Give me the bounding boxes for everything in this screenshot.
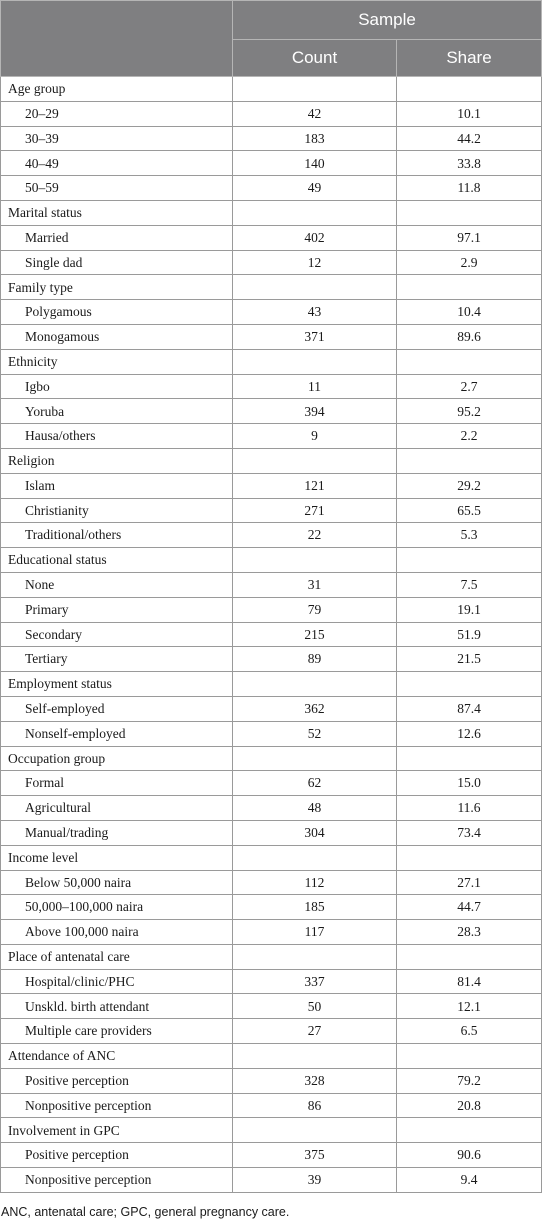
share-cell: 19.1 bbox=[397, 597, 542, 622]
table-row bbox=[1, 225, 542, 250]
group-header-row bbox=[1, 275, 542, 300]
table-row bbox=[1, 870, 542, 895]
table-row bbox=[1, 597, 542, 622]
share-cell: 65.5 bbox=[397, 498, 542, 523]
table-row bbox=[1, 721, 542, 746]
count-cell: 371 bbox=[233, 324, 397, 349]
count-cell: 185 bbox=[233, 895, 397, 920]
row-label: Self-employed bbox=[1, 696, 233, 721]
header-count: Count bbox=[233, 40, 397, 77]
row-label: Hausa/others bbox=[1, 424, 233, 449]
group-label: Place of antenatal care bbox=[1, 944, 233, 969]
row-label: 20–29 bbox=[1, 101, 233, 126]
count-cell: 117 bbox=[233, 920, 397, 945]
row-label: Single dad bbox=[1, 250, 233, 275]
empty-cell bbox=[397, 845, 542, 870]
row-label: Below 50,000 naira bbox=[1, 870, 233, 895]
count-cell: 215 bbox=[233, 622, 397, 647]
table-row bbox=[1, 1068, 542, 1093]
table-row bbox=[1, 126, 542, 151]
group-label: Age group bbox=[1, 77, 233, 102]
group-label: Income level bbox=[1, 845, 233, 870]
empty-cell bbox=[233, 77, 397, 102]
share-cell: 29.2 bbox=[397, 473, 542, 498]
row-label: Igbo bbox=[1, 374, 233, 399]
table-row bbox=[1, 622, 542, 647]
empty-cell bbox=[397, 672, 542, 697]
empty-cell bbox=[397, 1118, 542, 1143]
group-label: Involvement in GPC bbox=[1, 1118, 233, 1143]
group-header-row bbox=[1, 200, 542, 225]
table-row bbox=[1, 151, 542, 176]
empty-cell bbox=[233, 1118, 397, 1143]
group-header-row bbox=[1, 672, 542, 697]
row-label: Positive perception bbox=[1, 1068, 233, 1093]
group-header-row bbox=[1, 1044, 542, 1069]
table-body bbox=[1, 77, 542, 1193]
group-header-row bbox=[1, 77, 542, 102]
share-cell: 89.6 bbox=[397, 324, 542, 349]
count-cell: 328 bbox=[233, 1068, 397, 1093]
group-label: Employment status bbox=[1, 672, 233, 697]
table-row bbox=[1, 1019, 542, 1044]
row-label: Nonself-employed bbox=[1, 721, 233, 746]
count-cell: 304 bbox=[233, 820, 397, 845]
table-row bbox=[1, 895, 542, 920]
group-header-row bbox=[1, 548, 542, 573]
table-row bbox=[1, 424, 542, 449]
empty-cell bbox=[233, 1044, 397, 1069]
group-label: Educational status bbox=[1, 548, 233, 573]
share-cell: 5.3 bbox=[397, 523, 542, 548]
group-label: Family type bbox=[1, 275, 233, 300]
empty-cell bbox=[233, 548, 397, 573]
empty-cell bbox=[397, 448, 542, 473]
table-row bbox=[1, 250, 542, 275]
share-cell: 10.1 bbox=[397, 101, 542, 126]
count-cell: 31 bbox=[233, 572, 397, 597]
share-cell: 21.5 bbox=[397, 647, 542, 672]
row-label: 40–49 bbox=[1, 151, 233, 176]
row-label: Primary bbox=[1, 597, 233, 622]
empty-cell bbox=[397, 548, 542, 573]
count-cell: 112 bbox=[233, 870, 397, 895]
count-cell: 48 bbox=[233, 796, 397, 821]
row-label: Nonpositive perception bbox=[1, 1093, 233, 1118]
share-cell: 2.7 bbox=[397, 374, 542, 399]
row-label: Secondary bbox=[1, 622, 233, 647]
row-label: Islam bbox=[1, 473, 233, 498]
table-row bbox=[1, 1093, 542, 1118]
row-label: 30–39 bbox=[1, 126, 233, 151]
group-header-row bbox=[1, 746, 542, 771]
count-cell: 89 bbox=[233, 647, 397, 672]
count-cell: 43 bbox=[233, 300, 397, 325]
share-cell: 9.4 bbox=[397, 1168, 542, 1193]
share-cell: 15.0 bbox=[397, 771, 542, 796]
share-cell: 90.6 bbox=[397, 1143, 542, 1168]
count-cell: 42 bbox=[233, 101, 397, 126]
empty-cell bbox=[397, 1044, 542, 1069]
header-blank-cell bbox=[1, 1, 233, 77]
empty-cell bbox=[233, 746, 397, 771]
row-label: Unskld. birth attendant bbox=[1, 994, 233, 1019]
table-row bbox=[1, 696, 542, 721]
share-cell: 12.1 bbox=[397, 994, 542, 1019]
count-cell: 22 bbox=[233, 523, 397, 548]
share-cell: 28.3 bbox=[397, 920, 542, 945]
table-row bbox=[1, 324, 542, 349]
group-header-row bbox=[1, 845, 542, 870]
share-cell: 51.9 bbox=[397, 622, 542, 647]
count-cell: 140 bbox=[233, 151, 397, 176]
empty-cell bbox=[397, 746, 542, 771]
row-label: Christianity bbox=[1, 498, 233, 523]
group-label: Attendance of ANC bbox=[1, 1044, 233, 1069]
empty-cell bbox=[233, 349, 397, 374]
count-cell: 121 bbox=[233, 473, 397, 498]
share-cell: 44.7 bbox=[397, 895, 542, 920]
count-cell: 86 bbox=[233, 1093, 397, 1118]
empty-cell bbox=[397, 77, 542, 102]
share-cell: 6.5 bbox=[397, 1019, 542, 1044]
empty-cell bbox=[233, 944, 397, 969]
count-cell: 50 bbox=[233, 994, 397, 1019]
group-label: Marital status bbox=[1, 200, 233, 225]
count-cell: 12 bbox=[233, 250, 397, 275]
footnote: ANC, antenatal care; GPC, general pregnancy care. bbox=[1, 1205, 290, 1219]
count-cell: 9 bbox=[233, 424, 397, 449]
table-row bbox=[1, 647, 542, 672]
table-row bbox=[1, 523, 542, 548]
empty-cell bbox=[233, 672, 397, 697]
row-label: None bbox=[1, 572, 233, 597]
row-label: Multiple care providers bbox=[1, 1019, 233, 1044]
count-cell: 362 bbox=[233, 696, 397, 721]
empty-cell bbox=[397, 275, 542, 300]
count-cell: 11 bbox=[233, 374, 397, 399]
table-row bbox=[1, 796, 542, 821]
table-row bbox=[1, 572, 542, 597]
group-header-row bbox=[1, 448, 542, 473]
share-cell: 97.1 bbox=[397, 225, 542, 250]
table-row bbox=[1, 994, 542, 1019]
group-label: Occupation group bbox=[1, 746, 233, 771]
table-row bbox=[1, 374, 542, 399]
group-header-row bbox=[1, 944, 542, 969]
empty-cell bbox=[397, 349, 542, 374]
row-label: Yoruba bbox=[1, 399, 233, 424]
empty-cell bbox=[233, 275, 397, 300]
count-cell: 79 bbox=[233, 597, 397, 622]
count-cell: 183 bbox=[233, 126, 397, 151]
count-cell: 402 bbox=[233, 225, 397, 250]
share-cell: 2.2 bbox=[397, 424, 542, 449]
table-row bbox=[1, 1143, 542, 1168]
table-row bbox=[1, 969, 542, 994]
count-cell: 52 bbox=[233, 721, 397, 746]
row-label: Agricultural bbox=[1, 796, 233, 821]
row-label: Nonpositive perception bbox=[1, 1168, 233, 1193]
count-cell: 49 bbox=[233, 176, 397, 201]
row-label: Tertiary bbox=[1, 647, 233, 672]
row-label: Married bbox=[1, 225, 233, 250]
empty-cell bbox=[397, 200, 542, 225]
group-header-row bbox=[1, 1118, 542, 1143]
group-label: Ethnicity bbox=[1, 349, 233, 374]
table-row bbox=[1, 820, 542, 845]
row-label: Manual/trading bbox=[1, 820, 233, 845]
row-label: Formal bbox=[1, 771, 233, 796]
row-label: Monogamous bbox=[1, 324, 233, 349]
count-cell: 375 bbox=[233, 1143, 397, 1168]
count-cell: 337 bbox=[233, 969, 397, 994]
count-cell: 27 bbox=[233, 1019, 397, 1044]
table-row bbox=[1, 1168, 542, 1193]
row-label: Traditional/others bbox=[1, 523, 233, 548]
share-cell: 12.6 bbox=[397, 721, 542, 746]
table-row bbox=[1, 920, 542, 945]
table-row bbox=[1, 300, 542, 325]
share-cell: 2.9 bbox=[397, 250, 542, 275]
group-label: Religion bbox=[1, 448, 233, 473]
share-cell: 27.1 bbox=[397, 870, 542, 895]
share-cell: 81.4 bbox=[397, 969, 542, 994]
row-label: Polygamous bbox=[1, 300, 233, 325]
count-cell: 271 bbox=[233, 498, 397, 523]
table-row bbox=[1, 399, 542, 424]
row-label: Positive perception bbox=[1, 1143, 233, 1168]
table-row bbox=[1, 771, 542, 796]
table-row bbox=[1, 176, 542, 201]
count-cell: 39 bbox=[233, 1168, 397, 1193]
row-label: Hospital/clinic/PHC bbox=[1, 969, 233, 994]
share-cell: 95.2 bbox=[397, 399, 542, 424]
group-header-row bbox=[1, 349, 542, 374]
header-sample: Sample bbox=[233, 1, 542, 40]
share-cell: 33.8 bbox=[397, 151, 542, 176]
row-label: 50,000–100,000 naira bbox=[1, 895, 233, 920]
empty-cell bbox=[233, 845, 397, 870]
row-label: 50–59 bbox=[1, 176, 233, 201]
count-cell: 394 bbox=[233, 399, 397, 424]
share-cell: 11.6 bbox=[397, 796, 542, 821]
share-cell: 87.4 bbox=[397, 696, 542, 721]
row-label: Above 100,000 naira bbox=[1, 920, 233, 945]
share-cell: 20.8 bbox=[397, 1093, 542, 1118]
share-cell: 11.8 bbox=[397, 176, 542, 201]
table-row bbox=[1, 101, 542, 126]
table-row bbox=[1, 498, 542, 523]
count-cell: 62 bbox=[233, 771, 397, 796]
share-cell: 73.4 bbox=[397, 820, 542, 845]
empty-cell bbox=[233, 448, 397, 473]
table-row bbox=[1, 473, 542, 498]
share-cell: 44.2 bbox=[397, 126, 542, 151]
share-cell: 7.5 bbox=[397, 572, 542, 597]
header-share: Share bbox=[397, 40, 542, 77]
empty-cell bbox=[397, 944, 542, 969]
empty-cell bbox=[233, 200, 397, 225]
table-header bbox=[1, 1, 542, 77]
share-cell: 10.4 bbox=[397, 300, 542, 325]
share-cell: 79.2 bbox=[397, 1068, 542, 1093]
